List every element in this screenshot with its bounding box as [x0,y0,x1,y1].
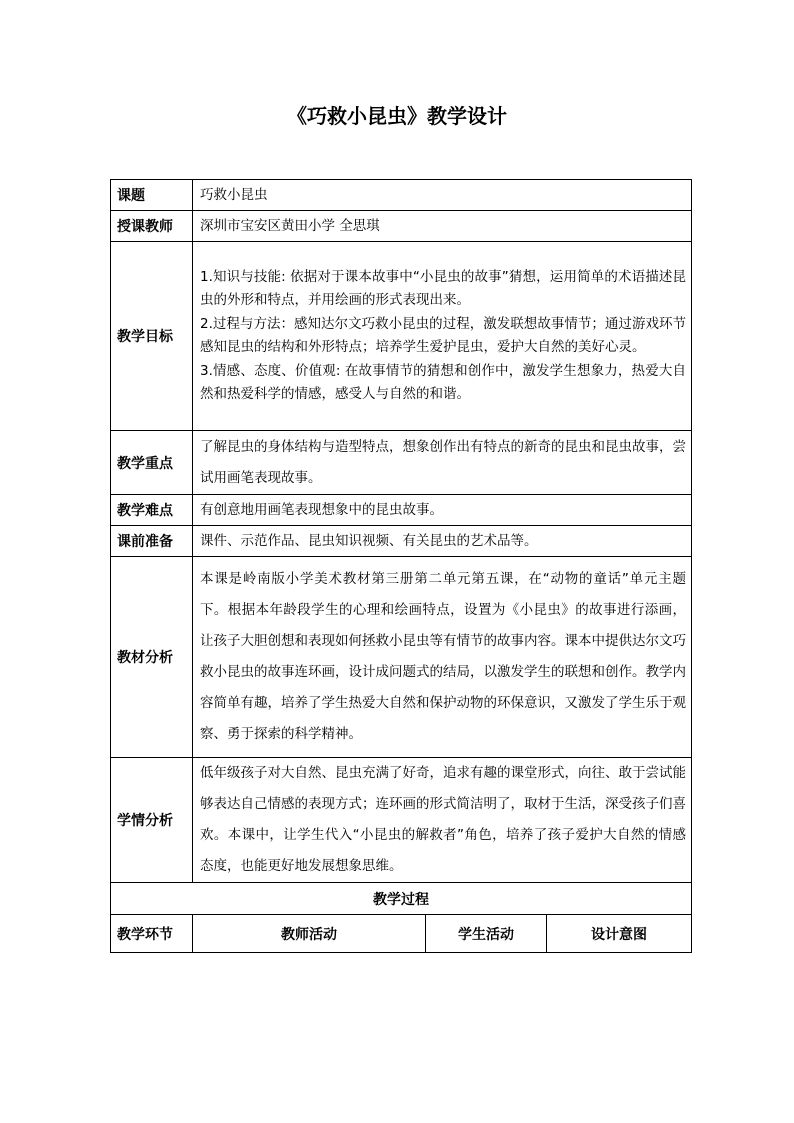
material-analysis-value: 本课是岭南版小学美术教材第三册第二单元第五课，在“动物的童话”单元主题下。根据本年龄段学生的心理和绘画特点，设置为《小昆虫》的故事进行添画， 让孩子大胆创想和表现如何拯救小昆虫等有情节的故事内容。课本中提供达尔文巧救小昆虫的故事连环画，设计成问题式的结局，以激发学生的联想和创作。教学内容简单有趣，培养了学生热爱大自然和保护动物的环保意识，又激发了学生乐于观察、勇于探索的科学精神。 [193,557,692,758]
process-col-student-activity: 学生活动 [426,915,547,953]
row-process-columns [111,915,692,953]
row-material-analysis [111,557,692,758]
process-col-stage: 教学环节 [111,915,193,953]
row-topic [111,180,692,211]
key-points-label: 教学重点 [111,431,193,495]
objective-item: 2.过程与方法：感知达尔文巧救小昆虫的过程，激发联想故事情节；通过游戏环节感知昆虫的结构和外形特点；培养学生爱护昆虫，爱护大自然的美好心灵。 [200,315,687,355]
preparation-label: 课前准备 [111,526,193,557]
preparation-value: 课件、示范作品、昆虫知识视频、有关昆虫的艺术品等。 [193,526,692,557]
difficulties-value: 有创意地用画笔表现想象中的昆虫故事。 [193,495,692,526]
student-analysis-value: 低年级孩子对大自然、昆虫充满了好奇，追求有趣的课堂形式，向往、敢于尝试能够表达自己情感的表现方式；连环画的形式简洁明了，取材于生活，深受孩子们喜欢。本课中，让学生代入“小昆虫的解救者”角色，培养了孩子爱护大自然的情感态度，也能更好地发展想象思维。 [193,758,692,883]
lesson-plan-table [110,179,692,953]
row-student-analysis [111,758,692,883]
row-difficulties [111,495,692,526]
teacher-value: 深圳市宝安区黄田小学 全思琪 [193,211,692,242]
row-process-heading [111,883,692,915]
row-key-points [111,431,692,495]
document-title: 《巧救小昆虫》教学设计 [287,104,507,128]
difficulties-label: 教学难点 [111,495,193,526]
objectives-label: 教学目标 [111,242,193,431]
student-analysis-label: 学情分析 [111,758,193,883]
row-preparation [111,526,692,557]
process-heading: 教学过程 [111,883,692,915]
row-objectives [111,242,692,431]
process-col-teacher-activity: 教师活动 [193,915,426,953]
row-teacher [111,211,692,242]
key-points-value: 了解昆虫的身体结构与造型特点，想象创作出有特点的新奇的昆虫和昆虫故事，尝试用画笔表现故事。 [193,431,692,495]
objective-item: 3.情感、态度、价值观: 在故事情节的猜想和创作中，激发学生想象力，热爱大自然和热爱科学的情感，感受人与自然的和谐。 [200,362,687,402]
material-analysis-label: 教材分析 [111,557,193,758]
teacher-label: 授课教师 [111,211,193,242]
topic-value: 巧救小昆虫 [193,180,692,211]
objective-item: 1.知识与技能: 依据对于课本故事中“小昆虫的故事”猜想，运用简单的术语描述昆虫的外形和特点，并用绘画的形式表现出来。 [200,268,687,308]
topic-label: 课题 [111,180,193,211]
process-col-design-intent: 设计意图 [547,915,692,953]
objectives-value [193,242,692,431]
